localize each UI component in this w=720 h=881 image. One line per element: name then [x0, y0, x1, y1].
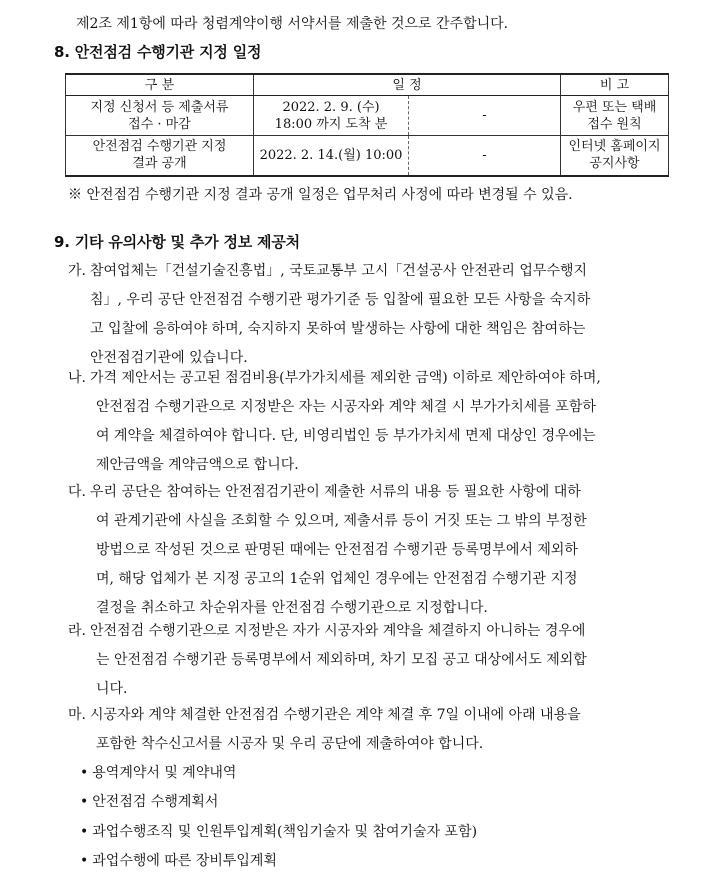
- row2-remarks: [561, 136, 669, 176]
- item-line: 여 관계기관에 사실을 조회할 수 있으며, 제출서류 등이 거짓 또는 그 밖의 부정한: [96, 513, 587, 529]
- row2-dash: -: [409, 136, 561, 176]
- section-8-title: 8. 안전점검 수행기관 지정 일정: [54, 43, 262, 61]
- bullet-text: 과업수행에 따른 장비투입계획: [92, 853, 277, 869]
- bullet-item: [80, 762, 236, 782]
- item-line: 안전점검 수행기관으로 지정받은 자가 시공자와 계약을 체결하지 아니하는 경우에: [90, 623, 586, 639]
- table-row: [66, 136, 669, 176]
- header-category: 구 분: [66, 74, 254, 96]
- row2-schedule: 2022. 2. 14.(월) 10:00: [254, 136, 409, 176]
- item-line: 는 안전점검 수행기관 등록명부에서 제외하며, 차기 모집 공고 대상에서도 제외합: [96, 652, 587, 668]
- item-line: 참여업체는「건설기술진흥법」, 국토교통부 고시「건설공사 안전관리 업무수행지: [90, 263, 588, 279]
- item-line: 우리 공단은 참여하는 안전점검기관이 제출한 서류의 내용 등 필요한 사항에 대하: [90, 484, 581, 500]
- bullet-dot: •: [80, 853, 89, 869]
- row1-category-line1: 지정 신청서 등 제출서류: [90, 99, 229, 115]
- row1-remarks: [561, 96, 669, 136]
- row1-category: [66, 96, 254, 136]
- item-marker: 나.: [68, 370, 86, 386]
- item-line: 포함한 착수신고서를 시공자 및 우리 공단에 제출하여야 합니다.: [96, 736, 484, 752]
- item-line: 니다.: [96, 681, 128, 697]
- row2-category-line2: 결과 공개: [132, 156, 187, 172]
- bullet-text: 과업수행조직 및 인원투입계획(책임기술자 및 참여기술자 포함): [92, 824, 478, 840]
- intro-line: 제2조 제1항에 따라 청렴계약이행 서약서를 제출한 것으로 간주합니다.: [76, 16, 509, 32]
- table-row: [66, 96, 669, 136]
- item-marker: 라.: [68, 623, 86, 639]
- row1-remarks-line2: 접수 원칙: [587, 116, 642, 132]
- bullet-item: [80, 821, 477, 841]
- row2-remarks-line1: 인터넷 홈페이지: [568, 139, 661, 155]
- bullet-dot: •: [80, 765, 89, 781]
- item-line: 제안금액을 계약금액으로 합니다.: [96, 457, 299, 473]
- row1-schedule-line1: 2022. 2. 9. (수): [282, 99, 380, 115]
- item-line: 가격 제안서는 공고된 점검비용(부가가치세를 제외한 금액) 이하로 제안하여야 하며,: [90, 370, 601, 386]
- row2-category-line1: 안전점검 수행기관 지정: [92, 139, 227, 155]
- item-line: 침」, 우리 공단 안전점검 수행기관 평가기준 등 입찰에 필요한 모든 사항을 숙지하: [90, 292, 591, 308]
- item-line: 시공자와 계약 체결한 안전점검 수행기관은 계약 체결 후 7일 이내에 아래 내용을: [90, 707, 581, 723]
- bullet-text: 안전점검 수행계획서: [92, 794, 219, 810]
- item-line: 안전점검기관에 있습니다.: [90, 350, 248, 366]
- item-line: 여 계약을 체결하여야 합니다. 단, 비영리법인 등 부가가치세 면제 대상인 경우에는: [96, 428, 596, 444]
- item-marker: 가.: [68, 263, 86, 279]
- bullet-dot: •: [80, 824, 89, 840]
- item-line: 며, 해당 업체가 본 지정 공고의 1순위 업체인 경우에는 안전점검 수행기관 지정: [96, 571, 578, 587]
- bullet-item: [80, 850, 277, 870]
- bullet-dot: •: [80, 794, 89, 810]
- section-9-title: 9. 기타 유의사항 및 추가 정보 제공처: [54, 233, 300, 251]
- bullet-item: [80, 791, 218, 811]
- schedule-table: [65, 73, 669, 177]
- schedule-table-header-row: [66, 74, 669, 96]
- row1-category-line2: 접수 · 마감: [128, 116, 191, 132]
- row2-remarks-line2: 공지사항: [589, 156, 640, 172]
- item-marker: 다.: [68, 484, 86, 500]
- bullet-text: 용역계약서 및 계약내역: [92, 765, 237, 781]
- item-marker: 마.: [68, 707, 86, 723]
- schedule-note: ※ 안전점검 수행기관 지정 결과 공개 일정은 업무처리 사정에 따라 변경될 수 있음.: [68, 187, 573, 203]
- row1-dash: -: [409, 96, 561, 136]
- item-line: 안전점검 수행기관으로 지정받은 자는 시공자와 계약 체결 시 부가가치세를 포함하: [96, 399, 596, 415]
- item-line: 결정을 취소하고 차순위자를 안전점검 수행기관으로 지정합니다.: [96, 600, 488, 616]
- header-remarks: 비 고: [561, 74, 669, 96]
- item-line: 방법으로 작성된 것으로 판명된 때에는 안전점검 수행기관 등록명부에서 제외하: [96, 542, 578, 558]
- header-schedule: 일 정: [254, 74, 561, 96]
- item-line: 고 입찰에 응하여야 하며, 숙지하지 못하여 발생하는 사항에 대한 책임은 참여하는: [90, 321, 586, 337]
- row1-schedule-line2: 18:00 까지 도착 분: [274, 116, 388, 132]
- row1-remarks-line1: 우편 또는 택배: [572, 99, 657, 115]
- row2-category: [66, 136, 254, 176]
- row1-schedule: [254, 96, 409, 136]
